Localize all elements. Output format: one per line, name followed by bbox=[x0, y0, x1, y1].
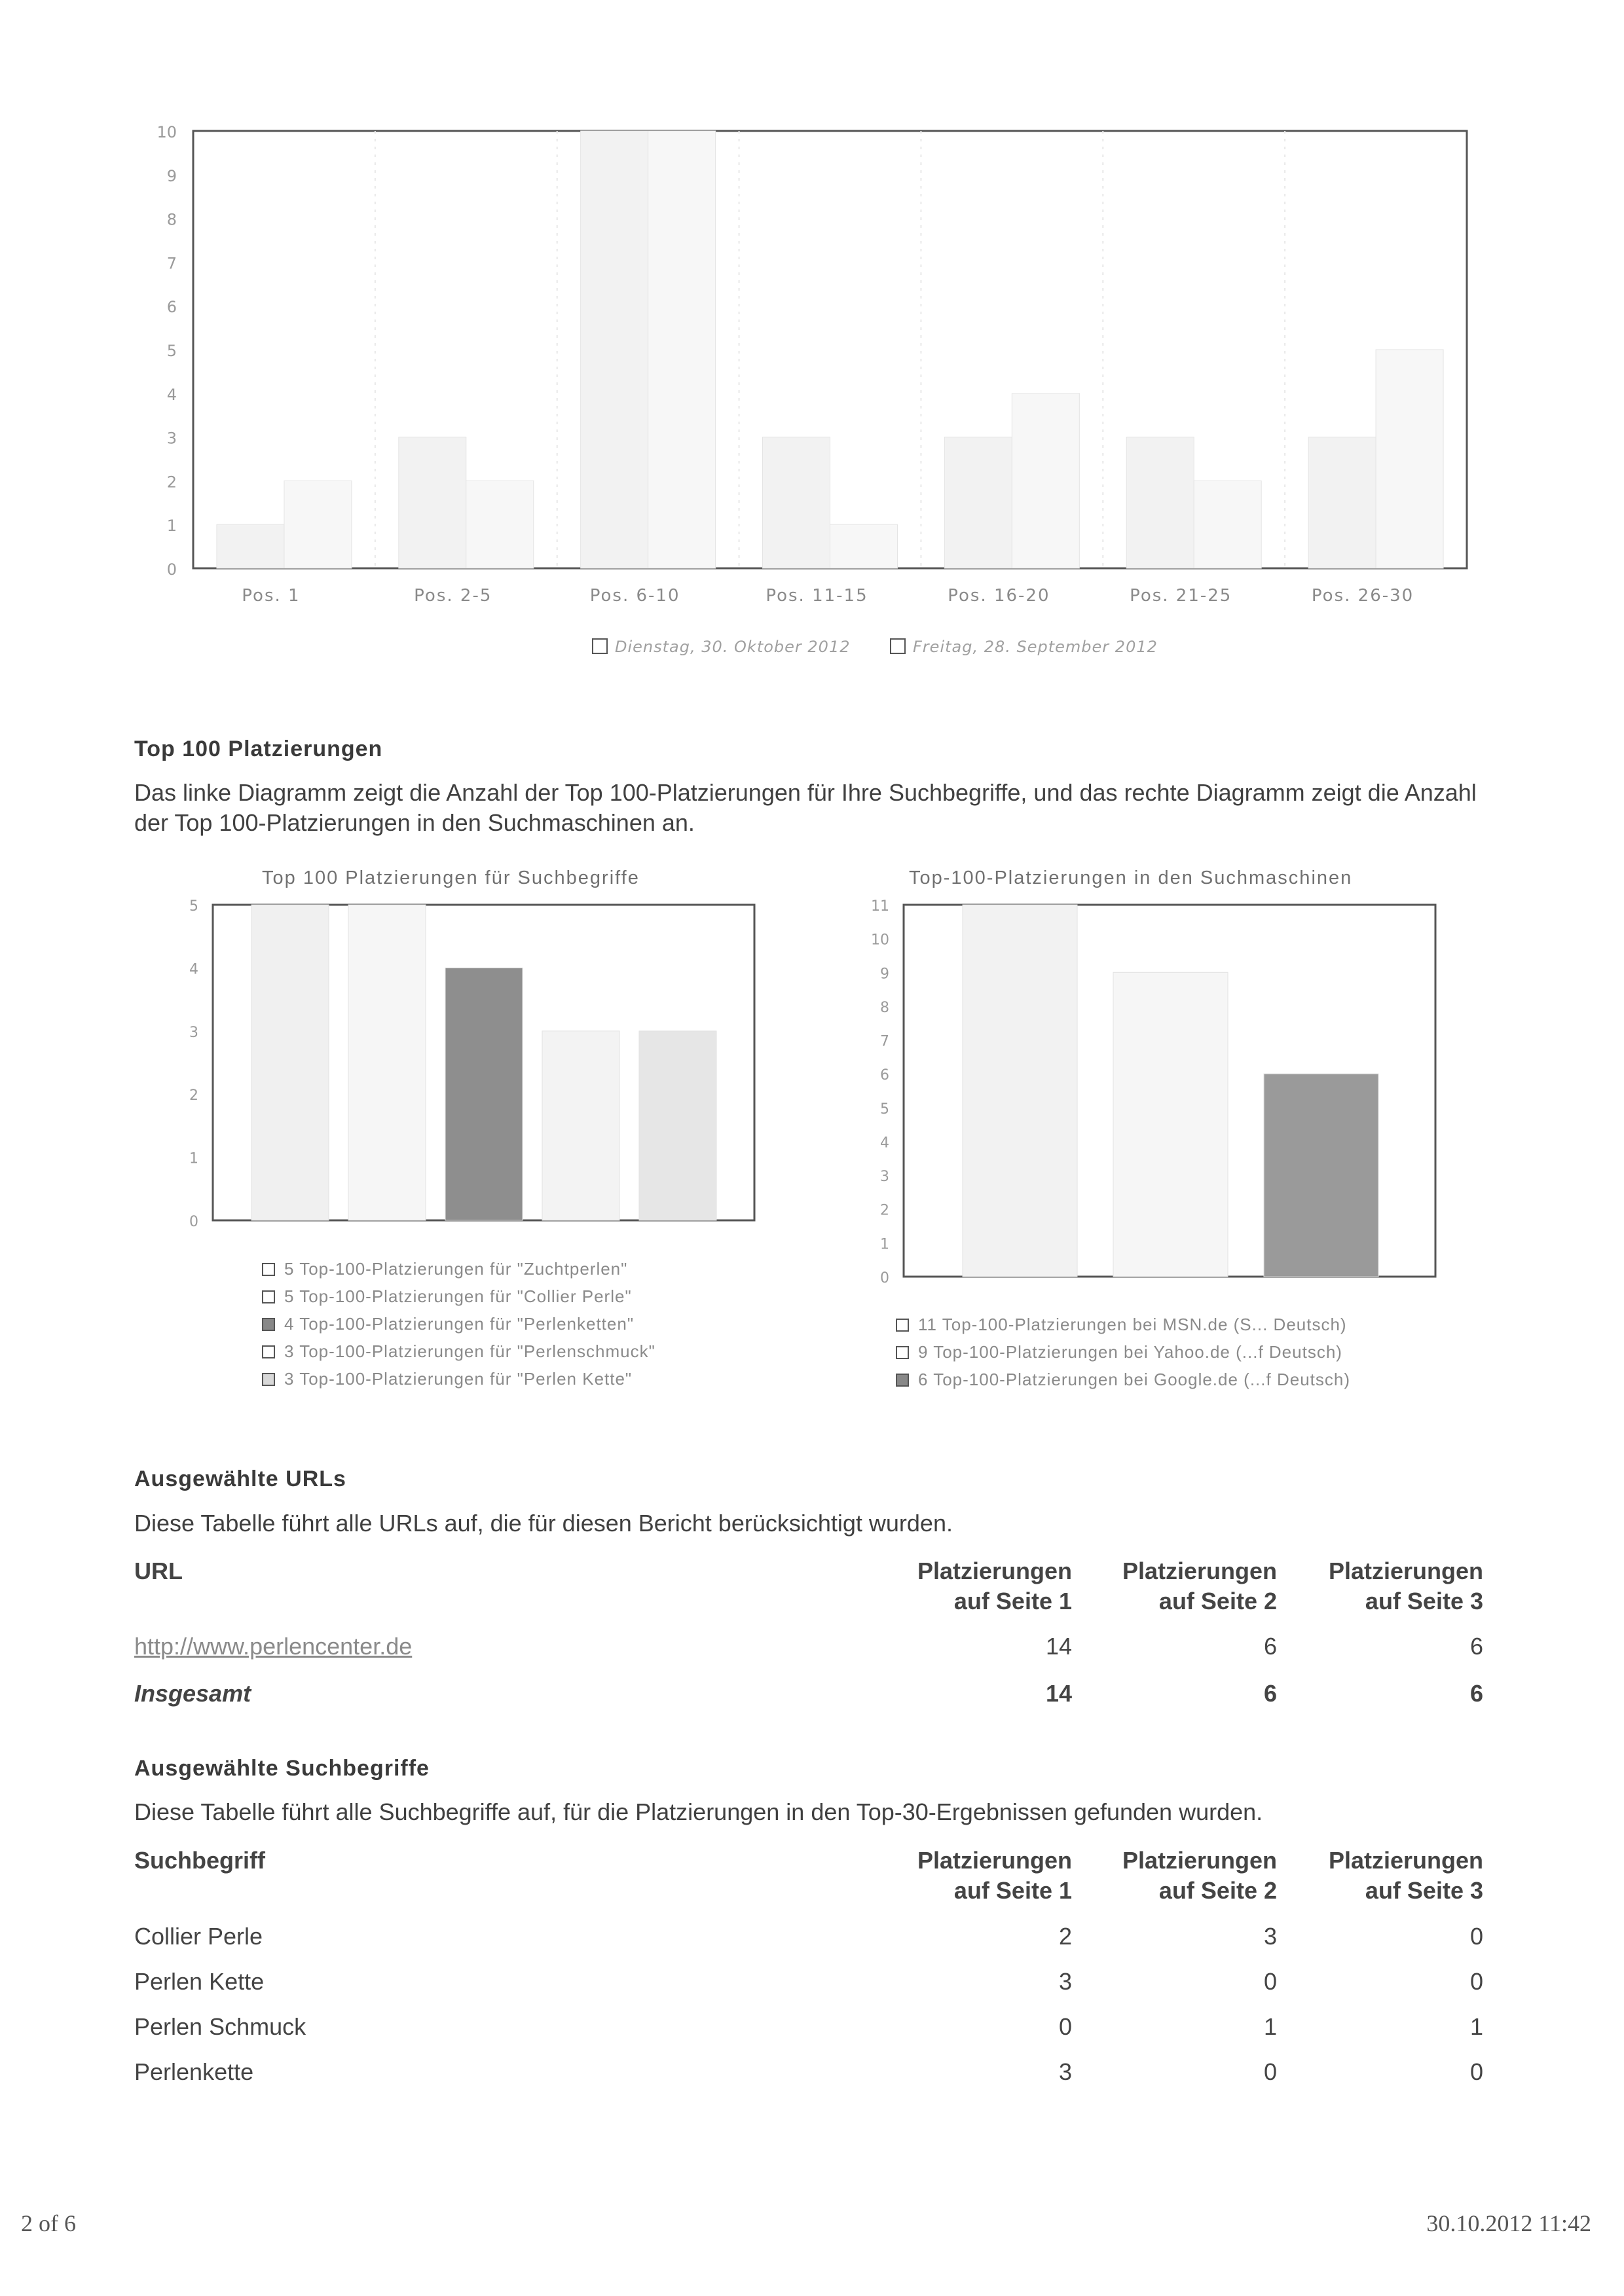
y-tick-label: 1 bbox=[166, 517, 177, 536]
y-tick-label: 7 bbox=[166, 254, 177, 273]
section-description-urls: Diese Tabelle führt alle URLs auf, die für diesen Bericht berücksichtigt wurden. bbox=[134, 1510, 953, 1537]
legend-label: 5 Top-100-Platzierungen für "Collier Perle" bbox=[284, 1286, 632, 1306]
y-tick-label: 2 bbox=[189, 1087, 198, 1104]
legend-label: 5 Top-100-Platzierungen für "Zuchtperlen" bbox=[284, 1259, 628, 1279]
y-tick-label: 6 bbox=[880, 1067, 889, 1084]
legend-item bbox=[896, 1370, 1350, 1390]
y-tick-label: 8 bbox=[166, 210, 177, 229]
terms-col-header-page1-line2: auf Seite 1 bbox=[953, 1877, 1072, 1904]
legend-label: 9 Top-100-Platzierungen bei Yahoo.de (...f Deutsch) bbox=[918, 1342, 1342, 1362]
bar bbox=[1126, 437, 1194, 568]
legend-label: 3 Top-100-Platzierungen für "Perlenschmuck" bbox=[284, 1341, 655, 1361]
x-tick-label: Pos. 2-5 bbox=[414, 586, 492, 606]
legend-label: 6 Top-100-Platzierungen bei Google.de (...f Deutsch) bbox=[918, 1370, 1350, 1389]
search-engines-chart bbox=[812, 890, 1624, 1283]
legend-swatch bbox=[896, 1346, 909, 1359]
x-tick-label: Pos. 21-25 bbox=[1130, 586, 1232, 606]
x-tick-label: Pos. 1 bbox=[242, 586, 301, 606]
table-cell-page2: 1 bbox=[1263, 2013, 1277, 2040]
bar bbox=[348, 905, 426, 1220]
col-header-page2-line2: auf Seite 2 bbox=[1158, 1588, 1277, 1614]
position-distribution-chart bbox=[0, 0, 1624, 681]
table-cell-page3: 1 bbox=[1469, 2013, 1483, 2040]
legend-swatch bbox=[896, 1319, 909, 1332]
total-page3-value: 6 bbox=[1469, 1680, 1483, 1707]
y-tick-label: 9 bbox=[166, 166, 177, 185]
terms-col-header-page1-line1: Platzierungen bbox=[917, 1847, 1072, 1874]
y-tick-label: 3 bbox=[880, 1169, 889, 1186]
y-tick-label: 2 bbox=[880, 1202, 889, 1219]
y-tick-label: 3 bbox=[189, 1024, 198, 1041]
legend-swatch bbox=[262, 1290, 275, 1303]
terms-col-header-page2-line2: auf Seite 2 bbox=[1158, 1877, 1277, 1904]
col-header-page1 bbox=[917, 1556, 1072, 1616]
bar bbox=[217, 524, 284, 568]
bar bbox=[830, 524, 898, 568]
y-tick-label: 5 bbox=[880, 1101, 889, 1118]
bar bbox=[399, 437, 466, 568]
section-title-urls: Ausgewählte URLs bbox=[134, 1467, 346, 1491]
print-datetime: 30.10.2012 11:42 bbox=[1426, 2210, 1591, 2236]
section-description-terms: Diese Tabelle führt alle Suchbegriffe auf, für die Platzierungen in den Top-30-Ergebnissen gefunden wurden. bbox=[134, 1798, 1263, 1825]
bar bbox=[1194, 481, 1261, 568]
y-tick-label: 7 bbox=[880, 1033, 889, 1050]
legend-item bbox=[262, 1369, 632, 1389]
terms-col-header-page3-line2: auf Seite 3 bbox=[1365, 1877, 1483, 1904]
total-page1-value: 14 bbox=[1045, 1680, 1072, 1707]
legend-label: Freitag, 28. September 2012 bbox=[913, 638, 1158, 656]
legend-item bbox=[262, 1341, 655, 1362]
page-number: 2 of 6 bbox=[21, 2210, 76, 2236]
section-description-top100: Das linke Diagramm zeigt die Anzahl der Top 100-Platzierungen für Ihre Suchbegriffe, und das rechte Diagramm zeigt die Anzahl der Top 100-Platzierungen in den Suchmaschinen an. bbox=[134, 779, 1477, 836]
table-row-term: Perlen Kette bbox=[134, 1968, 265, 1995]
x-tick-label: Pos. 16-20 bbox=[948, 586, 1050, 606]
y-tick-label: 0 bbox=[189, 1214, 198, 1230]
legend-swatch bbox=[262, 1318, 275, 1331]
legend-item bbox=[262, 1314, 634, 1334]
table-row-term: Perlen Schmuck bbox=[134, 2013, 306, 2040]
legend-label: 4 Top-100-Platzierungen für "Perlenketten" bbox=[284, 1314, 635, 1334]
bar bbox=[763, 437, 830, 568]
y-tick-label: 4 bbox=[166, 385, 177, 404]
table-cell-page1: 2 bbox=[1058, 1923, 1072, 1950]
col-header-page3-line2: auf Seite 3 bbox=[1365, 1588, 1483, 1614]
x-tick-label: Pos. 6-10 bbox=[589, 586, 680, 606]
y-tick-label: 1 bbox=[189, 1150, 198, 1167]
bar bbox=[944, 437, 1012, 568]
total-page2-value: 6 bbox=[1263, 1680, 1277, 1707]
legend-item bbox=[896, 1342, 1342, 1362]
col-header-term: Suchbegriff bbox=[134, 1847, 266, 1874]
legend-item bbox=[262, 1286, 632, 1307]
col-header-page2-line1: Platzierungen bbox=[1122, 1558, 1277, 1584]
y-tick-label: 3 bbox=[166, 429, 177, 448]
terms-col-header-page1 bbox=[917, 1846, 1072, 1906]
bar bbox=[581, 131, 648, 568]
url-link[interactable]: http://www.perlencenter.de bbox=[134, 1633, 413, 1660]
legend-swatch bbox=[891, 639, 905, 653]
table-row-term: Collier Perle bbox=[134, 1923, 263, 1950]
y-tick-label: 4 bbox=[189, 961, 198, 978]
x-tick-label: Pos. 11-15 bbox=[766, 586, 868, 606]
terms-col-header-page2-line1: Platzierungen bbox=[1122, 1847, 1277, 1874]
y-tick-label: 8 bbox=[880, 999, 889, 1016]
legend-label: 11 Top-100-Platzierungen bei MSN.de (S... Deutsch) bbox=[918, 1315, 1347, 1334]
legend-label: 3 Top-100-Platzierungen für "Perlen Kette" bbox=[284, 1369, 633, 1389]
bar bbox=[445, 968, 523, 1220]
right-chart-title: Top-100-Platzierungen in den Suchmaschinen bbox=[909, 867, 1353, 888]
bar bbox=[251, 905, 329, 1220]
legend-swatch bbox=[593, 639, 607, 653]
col-header-page3-line1: Platzierungen bbox=[1328, 1558, 1483, 1584]
terms-col-header-page3 bbox=[1329, 1846, 1483, 1906]
x-tick-label: Pos. 26-30 bbox=[1311, 586, 1414, 606]
y-tick-label: 11 bbox=[871, 898, 889, 915]
bar bbox=[542, 1031, 619, 1220]
table-cell-page1: 3 bbox=[1058, 2058, 1072, 2085]
url-page3-value: 6 bbox=[1469, 1633, 1483, 1660]
table-cell-page3: 0 bbox=[1469, 1923, 1483, 1950]
terms-col-header-page2 bbox=[1122, 1846, 1277, 1906]
table-cell-page2: 3 bbox=[1263, 1923, 1277, 1950]
bar bbox=[1308, 437, 1376, 568]
table-cell-page3: 0 bbox=[1469, 1968, 1483, 1995]
legend-swatch bbox=[262, 1345, 275, 1358]
table-cell-page3: 0 bbox=[1469, 2058, 1483, 2085]
y-tick-label: 4 bbox=[880, 1135, 889, 1152]
col-header-page1-line1: Platzierungen bbox=[917, 1558, 1072, 1584]
y-tick-label: 0 bbox=[166, 560, 177, 579]
table-row-term: Perlenkette bbox=[134, 2058, 254, 2085]
col-header-page1-line2: auf Seite 1 bbox=[953, 1588, 1072, 1614]
table-cell-page2: 0 bbox=[1263, 1968, 1277, 1995]
col-header-page2 bbox=[1122, 1556, 1277, 1616]
terms-col-header-page3-line1: Platzierungen bbox=[1328, 1847, 1483, 1874]
total-label: Insgesamt bbox=[134, 1680, 251, 1707]
bar bbox=[1264, 1074, 1378, 1277]
col-header-url: URL bbox=[134, 1558, 183, 1584]
legend-item bbox=[262, 1259, 627, 1279]
legend-swatch bbox=[262, 1373, 275, 1386]
table-cell-page2: 0 bbox=[1263, 2058, 1277, 2085]
y-tick-label: 2 bbox=[166, 473, 177, 492]
bar bbox=[1376, 350, 1443, 568]
url-page2-value: 6 bbox=[1263, 1633, 1277, 1660]
y-tick-label: 6 bbox=[166, 298, 177, 317]
legend-item bbox=[896, 1315, 1347, 1335]
bar bbox=[466, 481, 534, 568]
bar bbox=[648, 131, 716, 568]
y-tick-label: 9 bbox=[880, 966, 889, 983]
y-tick-label: 5 bbox=[166, 342, 177, 360]
legend-label: Dienstag, 30. Oktober 2012 bbox=[615, 638, 851, 656]
bar bbox=[1113, 972, 1228, 1277]
bar bbox=[639, 1031, 716, 1220]
legend-swatch bbox=[896, 1374, 909, 1387]
bar bbox=[1012, 393, 1079, 568]
y-tick-label: 0 bbox=[880, 1270, 889, 1283]
section-title-terms: Ausgewählte Suchbegriffe bbox=[134, 1756, 430, 1781]
table-cell-page1: 0 bbox=[1058, 2013, 1072, 2040]
left-chart-title: Top 100 Platzierungen für Suchbegriffe bbox=[262, 867, 640, 888]
section-title-top100: Top 100 Platzierungen bbox=[134, 737, 383, 761]
y-tick-label: 1 bbox=[880, 1236, 889, 1253]
y-tick-label: 10 bbox=[871, 932, 889, 949]
y-tick-label: 5 bbox=[189, 898, 198, 915]
legend-swatch bbox=[262, 1263, 275, 1276]
table-cell-page1: 3 bbox=[1058, 1968, 1072, 1995]
bar bbox=[284, 481, 352, 568]
col-header-page3 bbox=[1329, 1556, 1483, 1616]
bar bbox=[963, 905, 1077, 1277]
url-page1-value: 14 bbox=[1045, 1633, 1072, 1660]
search-terms-chart bbox=[0, 890, 786, 1231]
y-tick-label: 10 bbox=[157, 123, 177, 141]
